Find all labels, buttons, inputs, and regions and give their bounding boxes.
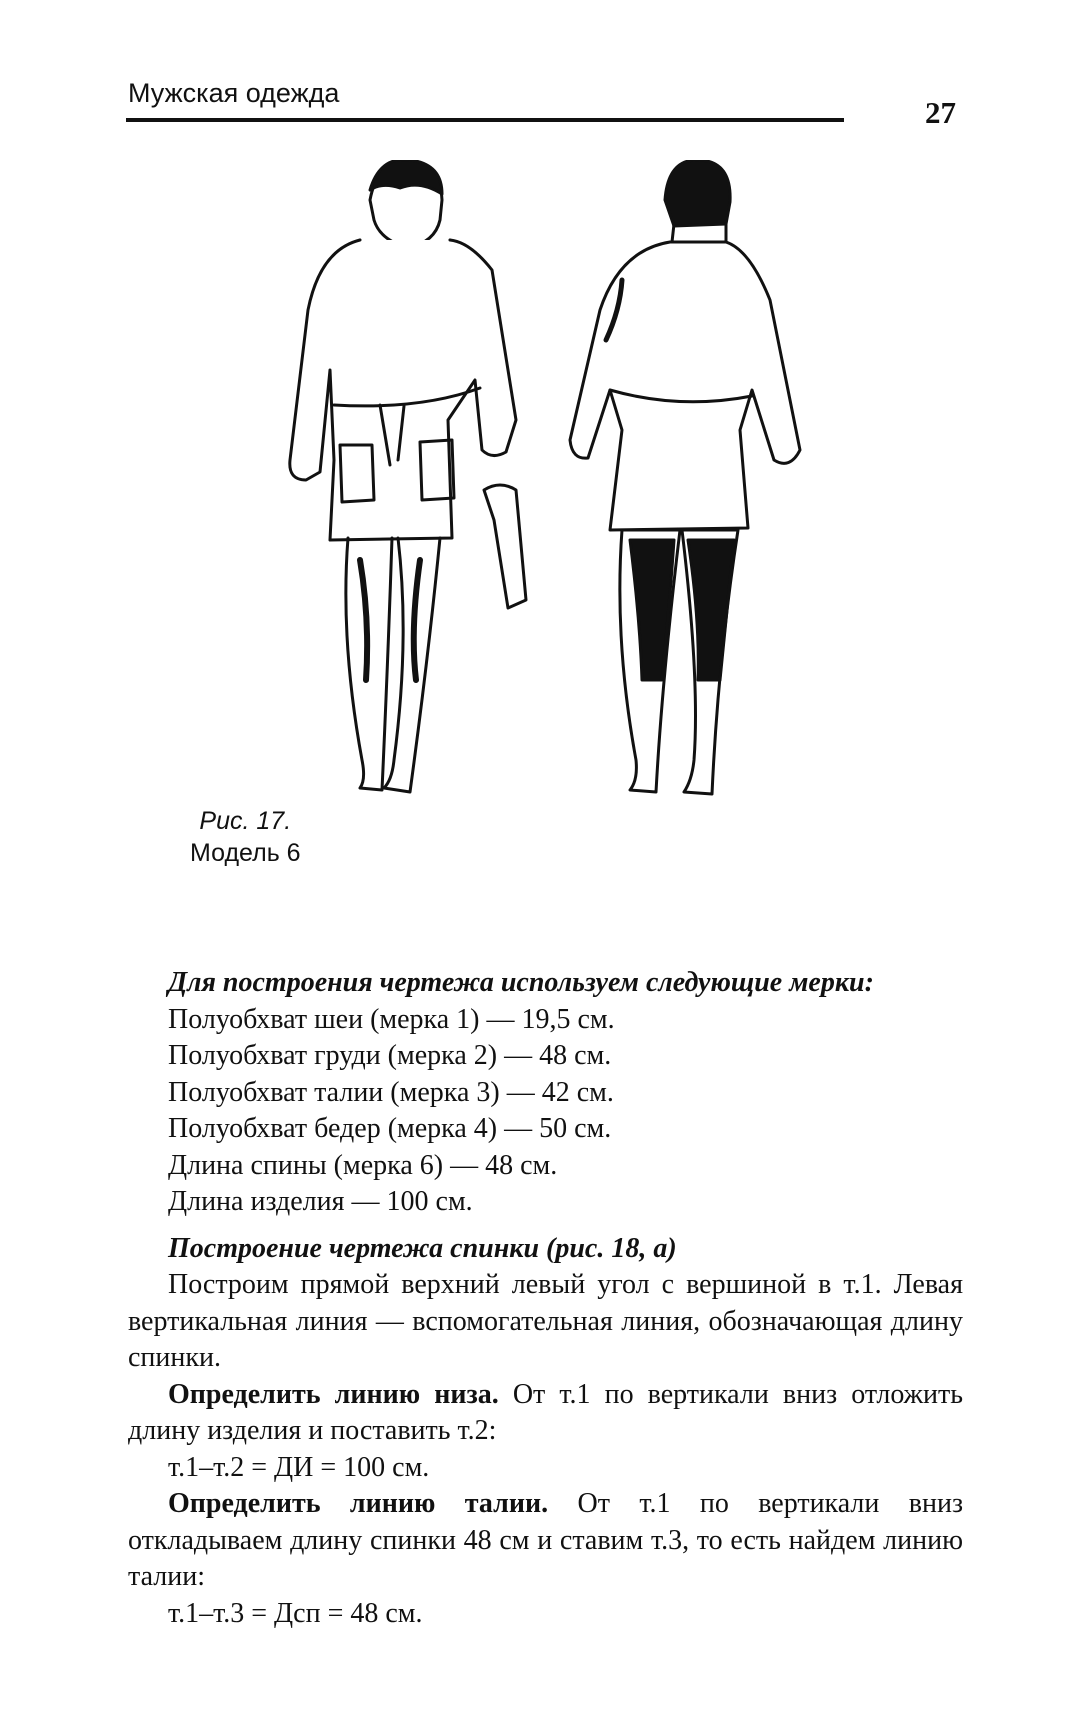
formula: т.1–т.3 = Дсп = 48 см. xyxy=(168,1597,423,1629)
paragraph xyxy=(128,1377,963,1450)
formula: т.1–т.2 = ДИ = 100 см. xyxy=(168,1451,430,1483)
running-header: Мужская одежда xyxy=(128,78,340,108)
measurement-item: Полуобхват талии (мерка 3) — 42 см. xyxy=(168,1076,614,1108)
back-section-heading: Построение чертежа спинки (рис. 18, а) xyxy=(168,1232,677,1264)
figure-caption-title: Модель 6 xyxy=(190,839,301,867)
bold-lead: Определить линию низа. xyxy=(168,1378,499,1410)
paragraph: Построим прямой верхний левый угол с вершиной в т.1. Левая вертикальная линия — вспомогательная линия, обозначающая длину спинки. xyxy=(128,1269,963,1373)
figure-caption xyxy=(190,805,301,869)
paragraph-text: От т.1 по вертикали вниз откладываем длину спинки 48 см и ставим т.3, то есть найдем линию талии: xyxy=(128,1488,964,1592)
header-rule xyxy=(126,118,844,122)
front-view-figure xyxy=(290,160,526,792)
figure-model-illustration xyxy=(270,160,930,890)
measurement-item: Длина изделия — 100 см. xyxy=(168,1186,473,1217)
measurements-heading: Для построения чертежа используем следующие мерки: xyxy=(168,967,874,998)
paragraph xyxy=(128,1486,963,1596)
measurement-item: Полуобхват шеи (мерка 1) — 19,5 см. xyxy=(168,1003,615,1035)
measurement-item: Полуобхват груди (мерка 2) — 48 см. xyxy=(168,1040,612,1071)
body-text xyxy=(128,965,963,1632)
back-view-figure xyxy=(570,160,800,794)
paragraph-text: От т.1 по вертикали вниз отложить длину изделия и поставить т.2: xyxy=(128,1378,963,1446)
figure-caption-number: Рис. 17. xyxy=(199,807,292,835)
measurement-item: Полуобхват бедер (мерка 4) — 50 см. xyxy=(168,1113,612,1144)
bold-lead: Определить линию талии. xyxy=(168,1488,549,1519)
page-number: 27 xyxy=(925,95,956,130)
measurement-item: Длина спины (мерка 6) — 48 см. xyxy=(168,1149,558,1181)
